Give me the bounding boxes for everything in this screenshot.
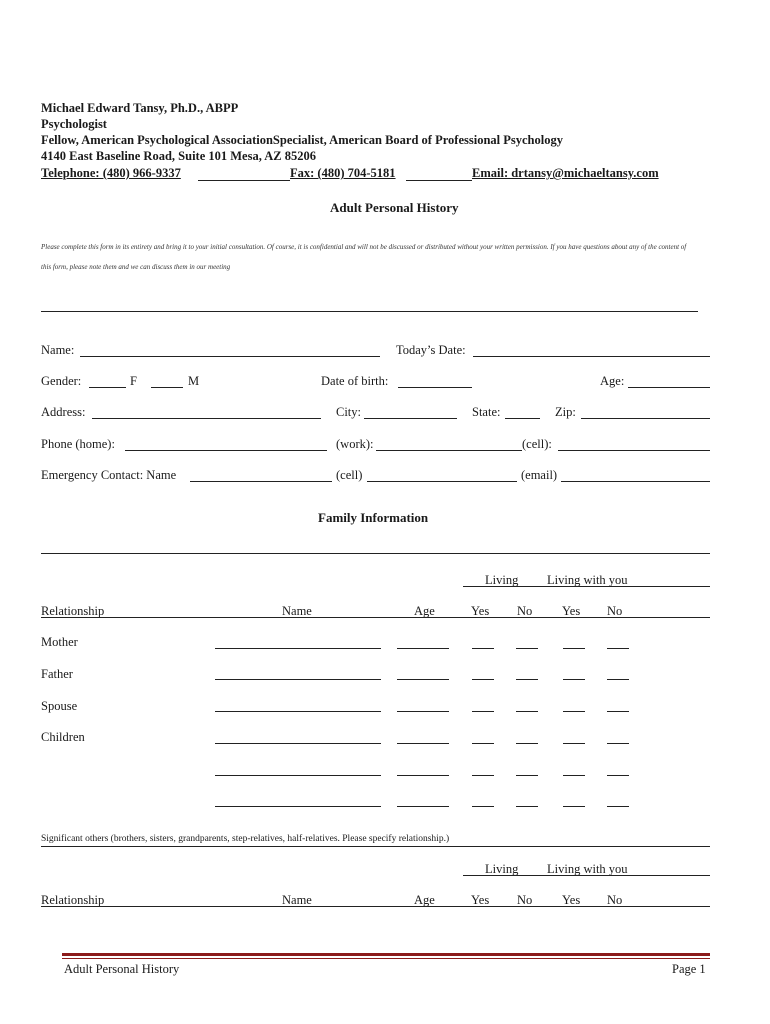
with-you-yes-field[interactable] [563,679,585,680]
todays-date-label: Today’s Date: [396,343,466,357]
family-age-field[interactable] [397,806,449,807]
gender-female-label: F [130,374,137,388]
gender-label: Gender: [41,374,82,388]
divider [41,311,698,312]
city-label: City: [336,405,362,419]
with-you-no-field[interactable] [607,775,629,776]
telephone: Telephone: (480) 966-9337 [41,166,181,180]
col-living-yes-2: Yes [471,893,490,907]
with-you-no-field[interactable] [607,711,629,712]
state-label: State: [472,405,501,419]
family-name-field[interactable] [215,648,381,649]
address-field[interactable] [92,418,321,419]
col-with-you-no-2: No [607,893,623,907]
zip-field[interactable] [581,418,710,419]
col-age-2: Age [414,893,435,907]
emergency-email-field[interactable] [561,481,710,482]
family-name-field[interactable] [215,806,381,807]
doctor-name: Michael Edward Tansy, Ph.D., ABPP [41,101,239,115]
family-name-field[interactable] [215,679,381,680]
city-field[interactable] [364,418,457,419]
with-you-no-field[interactable] [607,679,629,680]
contact-underline [198,180,290,181]
living-yes-field[interactable] [472,775,494,776]
row-label-children: Children [41,730,85,744]
phone-home-field[interactable] [125,450,327,451]
age-field[interactable] [628,387,710,388]
age-label: Age: [600,374,625,388]
contact-underline [406,180,472,181]
dob-field[interactable] [398,387,472,388]
family-age-field[interactable] [397,711,449,712]
divider [41,553,710,554]
family-section-title: Family Information [318,510,429,525]
emergency-cell-field[interactable] [367,481,517,482]
todays-date-field[interactable] [473,356,710,357]
header-underline [41,906,710,907]
col-living-yes: Yes [471,604,490,618]
phone-home-label: Phone (home): [41,437,115,451]
living-no-field[interactable] [516,679,538,680]
col-name: Name [282,604,312,618]
living-with-you-header: Living with you [547,573,628,587]
living-no-field[interactable] [516,743,538,744]
emergency-cell-label: (cell) [336,468,363,482]
with-you-yes-field[interactable] [563,711,585,712]
family-age-field[interactable] [397,743,449,744]
instructions-line1: Please complete this form in its entirety and bring it to your initial consultation. Of course, it is confidential and will not be discussed or distributed without your written permission. If you have questions about any of the content of [41,243,687,251]
address-label: Address: [41,405,86,419]
col-age: Age [414,604,435,618]
living-header-2: Living [485,862,519,876]
col-name-2: Name [282,893,312,907]
row-label-spouse: Spouse [41,699,78,713]
with-you-no-field[interactable] [607,806,629,807]
living-yes-field[interactable] [472,648,494,649]
living-header: Living [485,573,519,587]
row-label-mother: Mother [41,635,78,649]
footer-rule [62,953,710,956]
living-no-field[interactable] [516,806,538,807]
living-with-you-header-2: Living with you [547,862,628,876]
with-you-yes-field[interactable] [563,775,585,776]
footer-rule-thin [62,958,710,959]
credentials: Fellow, American Psychological AssociationSpecialist, American Board of Professional Psychology [41,133,563,147]
header-underline [41,617,710,618]
state-field[interactable] [505,418,540,419]
with-you-no-field[interactable] [607,648,629,649]
living-yes-field[interactable] [472,743,494,744]
name-label: Name: [41,343,75,357]
gender-female-field[interactable] [89,387,126,388]
profession: Psychologist [41,117,107,131]
with-you-no-field[interactable] [607,743,629,744]
col-relationship-2: Relationship [41,893,105,907]
emergency-contact-label: Emergency Contact: Name [41,468,177,482]
family-age-field[interactable] [397,775,449,776]
zip-label: Zip: [555,405,576,419]
with-you-yes-field[interactable] [563,743,585,744]
living-no-field[interactable] [516,711,538,712]
emergency-name-field[interactable] [190,481,332,482]
col-living-no-2: No [517,893,533,907]
family-age-field[interactable] [397,679,449,680]
col-living-no: No [517,604,533,618]
phone-work-label: (work): [336,437,374,451]
col-with-you-yes-2: Yes [562,893,581,907]
significant-others-note: Significant others (brothers, sisters, grandparents, step-relatives, half-relatives. Please specify relationship.) [41,834,450,844]
header-underline [463,586,710,587]
row-label-father: Father [41,667,73,681]
col-with-you-no: No [607,604,623,618]
living-no-field[interactable] [516,775,538,776]
form-title: Adult Personal History [330,200,459,215]
with-you-yes-field[interactable] [563,806,585,807]
living-yes-field[interactable] [472,679,494,680]
email: Email: drtansy@michaeltansy.com [472,166,659,180]
living-no-field[interactable] [516,648,538,649]
col-relationship: Relationship [41,604,105,618]
living-yes-field[interactable] [472,806,494,807]
family-name-field[interactable] [215,743,381,744]
footer-title: Adult Personal History [64,962,180,976]
header-underline [463,875,710,876]
phone-cell-label: (cell): [522,437,552,451]
col-with-you-yes: Yes [562,604,581,618]
living-yes-field[interactable] [472,711,494,712]
phone-cell-field[interactable] [558,450,710,451]
office-address: 4140 East Baseline Road, Suite 101 Mesa, AZ 85206 [41,149,317,163]
name-field[interactable] [80,356,380,357]
emergency-email-label: (email) [521,468,558,482]
family-name-field[interactable] [215,711,381,712]
fax: Fax: (480) 704-5181 [290,166,396,180]
with-you-yes-field[interactable] [563,648,585,649]
divider [41,846,710,847]
phone-work-field[interactable] [376,450,522,451]
gender-male-label: M [188,374,200,388]
page-number: Page 1 [672,962,706,976]
family-age-field[interactable] [397,648,449,649]
instructions-line2: this form, please note them and we can discuss them in our meeting [41,263,231,271]
gender-male-field[interactable] [151,387,183,388]
dob-label: Date of birth: [321,374,389,388]
family-name-field[interactable] [215,775,381,776]
